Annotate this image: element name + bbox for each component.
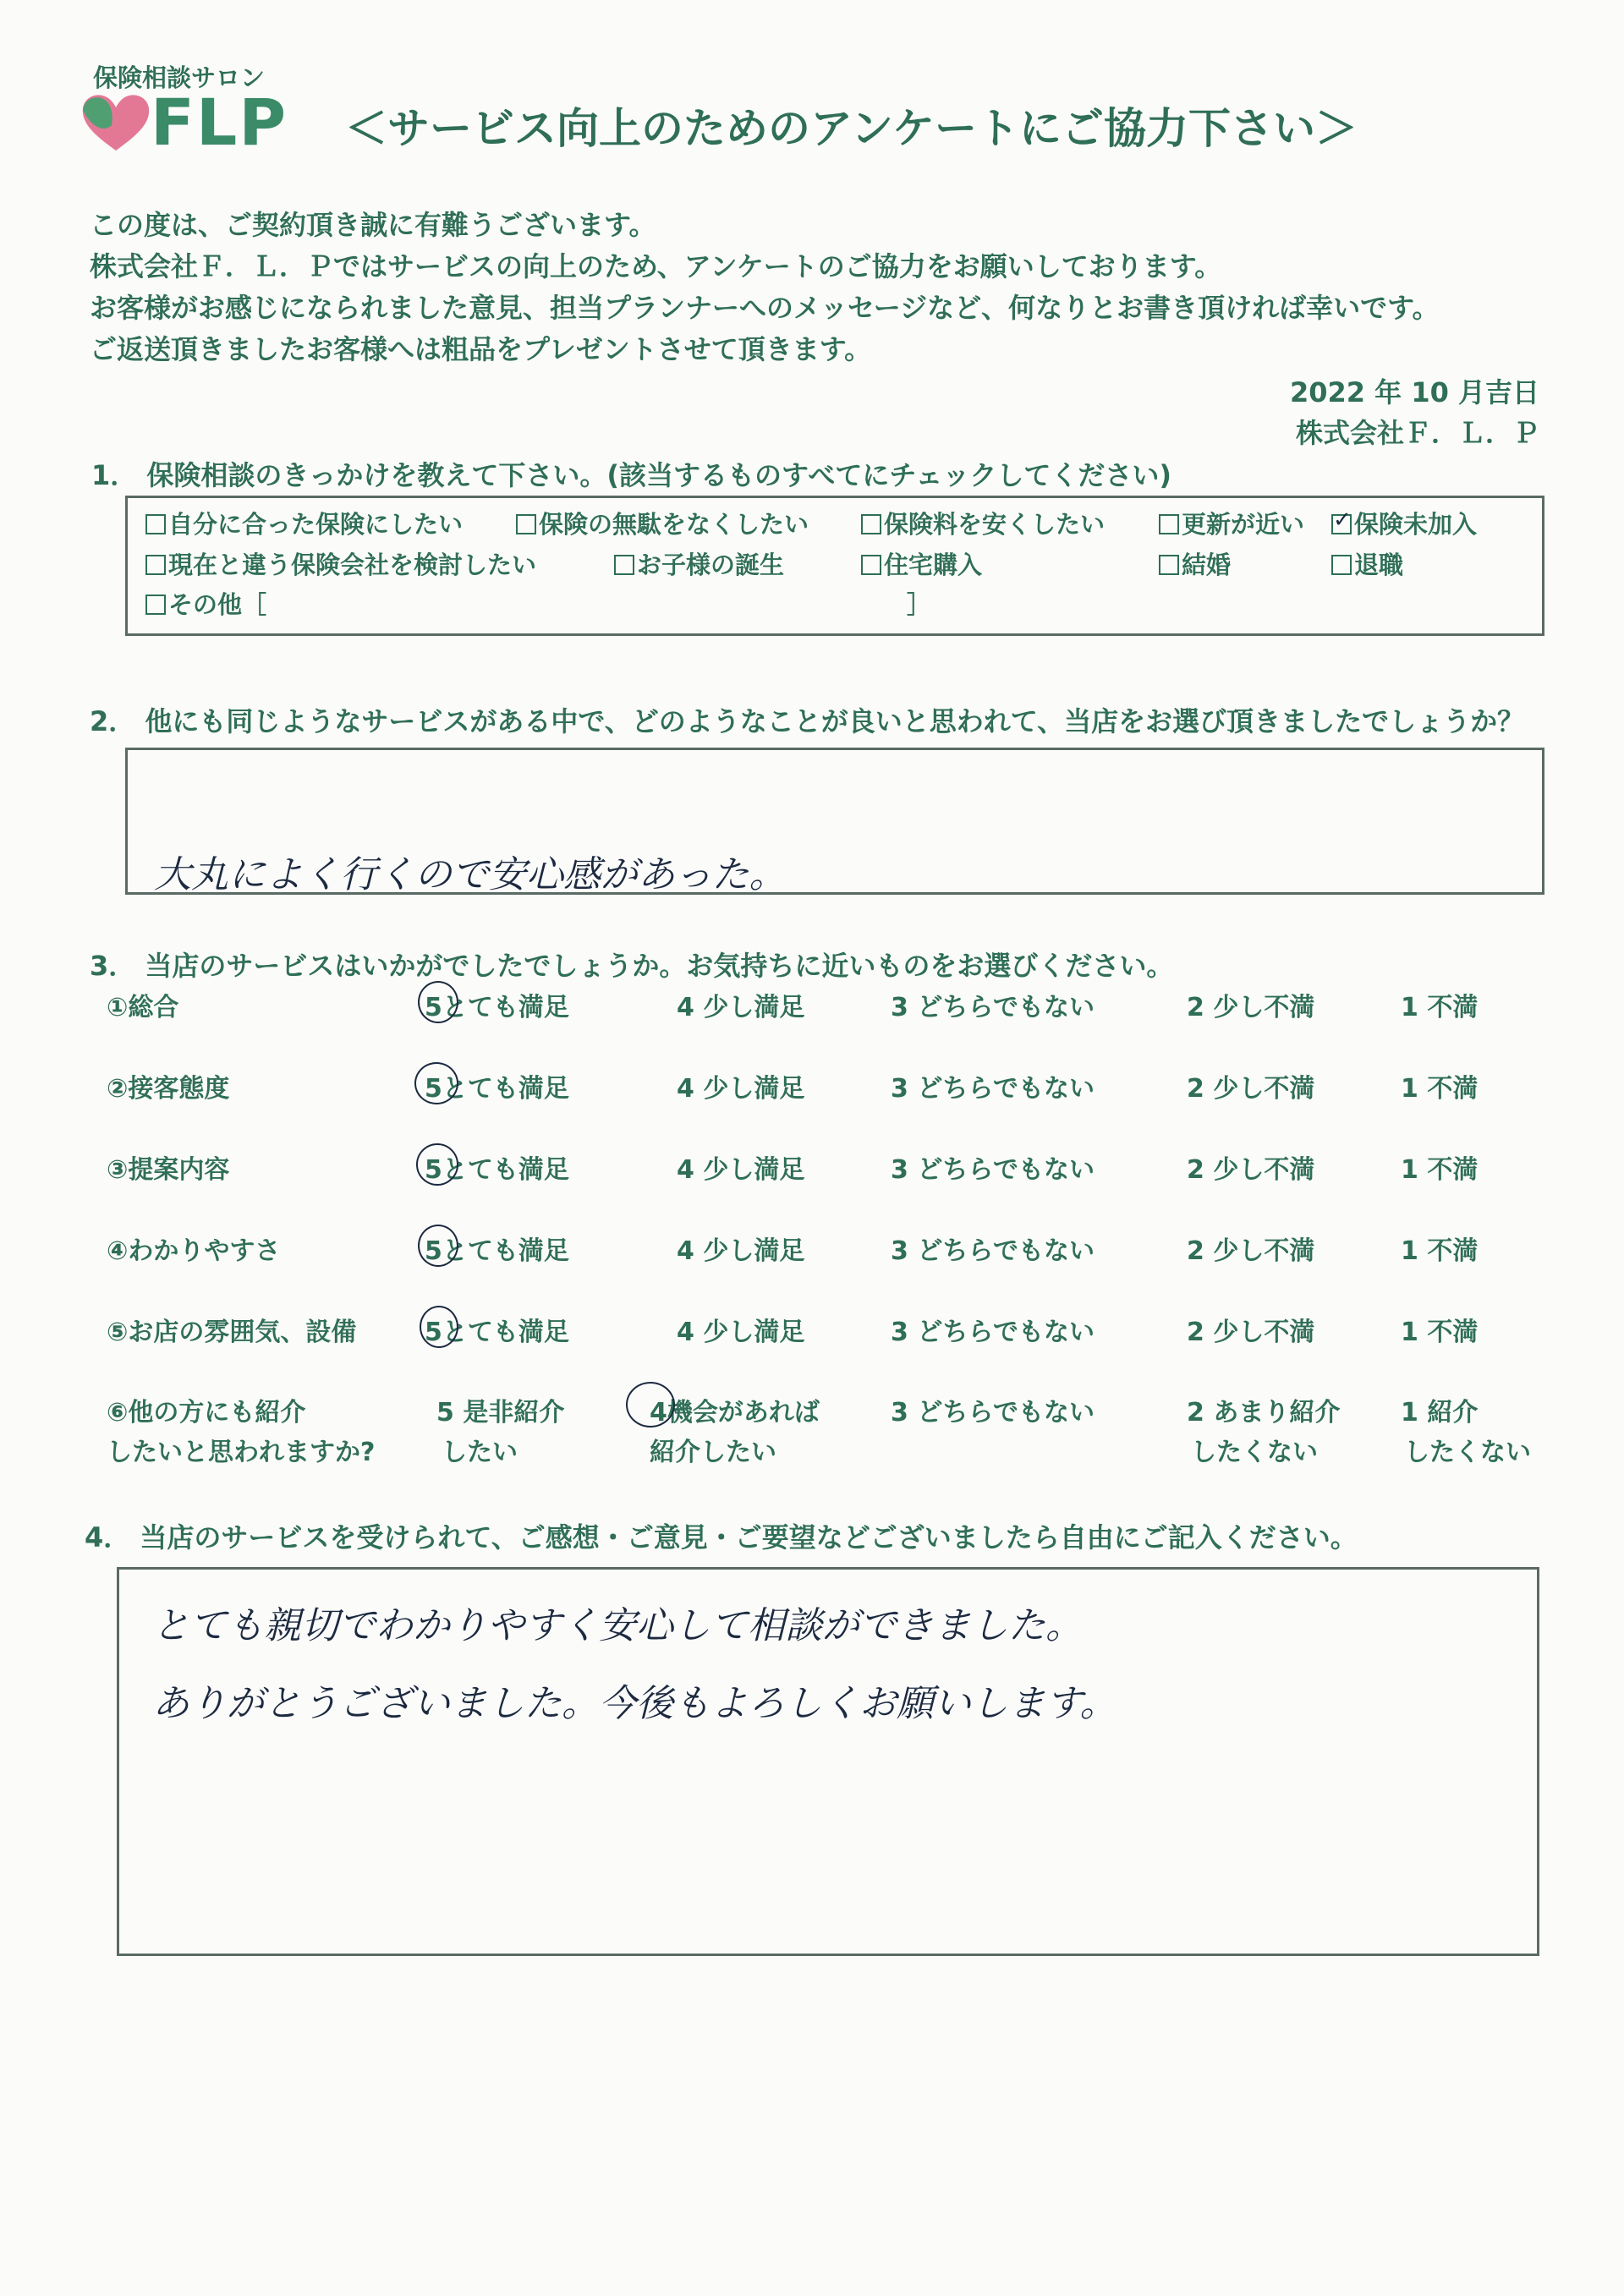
checkbox-icon[interactable] [1159, 514, 1179, 534]
rating-1[interactable]: 1 不満 [1401, 1074, 1479, 1104]
rating-1[interactable]: 1 不満 [1401, 993, 1479, 1022]
checkbox-icon[interactable] [145, 555, 166, 575]
q3-item: ⑥他の方にも紹介 [107, 1398, 306, 1427]
rating-5[interactable]: 5とても満足 [425, 1155, 569, 1185]
intro-line: ご返送頂きましたお客様へは粗品をプレゼントさせて頂きます。 [90, 333, 872, 365]
issue-date: 2022 年 10 月吉日 [1289, 376, 1539, 408]
q4-answer-line: ありがとうございました。今後もよろしくお願いします。 [152, 1682, 1117, 1725]
rating-1-line2: したくない [1404, 1438, 1531, 1467]
heart-logo-icon [78, 91, 154, 152]
checkbox-icon[interactable] [861, 555, 881, 575]
selected-circle-mark [418, 981, 458, 1023]
rating-5[interactable]: 5 是非紹介 [436, 1398, 565, 1427]
rating-4[interactable]: 4 少し満足 [677, 1318, 805, 1347]
rating-5[interactable]: 5とても満足 [425, 1236, 569, 1266]
rating-5[interactable]: 5とても満足 [425, 1318, 569, 1347]
rating-3[interactable]: 3 どちらでもない [891, 993, 1095, 1022]
rating-3[interactable]: 3 どちらでもない [891, 1398, 1095, 1427]
selected-circle-mark [420, 1306, 458, 1348]
q1-option[interactable]: 現在と違う保険会社を検討したい [145, 546, 536, 581]
rating-4-line2: 紹介したい [650, 1438, 776, 1467]
rating-1[interactable]: 1 不満 [1401, 1236, 1479, 1266]
rating-1[interactable]: 1 不満 [1401, 1318, 1479, 1347]
q3-item: ⑤お店の雰囲気、設備 [107, 1318, 357, 1347]
q2-question: 2． 他にも同じようなサービスがある中で、どのようなことが良いと思われて、当店をお選び頂きましたでしょうか？ [90, 705, 1525, 737]
rating-3[interactable]: 3 どちらでもない [891, 1155, 1095, 1185]
rating-4[interactable]: 4機会があれば [650, 1398, 820, 1427]
q3-question: 3． 当店のサービスはいかがでしたでしょうか。お気持ちに近いものをお選びください。 [90, 950, 1174, 982]
rating-1[interactable]: 1 不満 [1401, 1155, 1479, 1185]
rating-2[interactable]: 2 あまり紹介 [1187, 1398, 1341, 1427]
checkbox-icon[interactable] [1159, 555, 1179, 575]
q1-option[interactable]: お子様の誕生 [614, 546, 784, 581]
rating-1[interactable]: 1 紹介 [1401, 1398, 1479, 1427]
q1-option[interactable]: ✓ 保険未加入 [1331, 506, 1477, 540]
q1-option-other[interactable]: その他［ [145, 586, 266, 621]
selected-circle-mark [418, 1225, 458, 1267]
checked-checkbox-icon[interactable] [1331, 514, 1352, 534]
rating-3[interactable]: 3 どちらでもない [891, 1318, 1095, 1347]
q1-option[interactable]: 結婚 [1159, 546, 1231, 581]
intro-line: 株式会社Ｆ．Ｌ．Ｐではサービスの向上のため、アンケートのご協力をお願いしております。 [90, 250, 1222, 282]
page-title: ＜サービス向上のためのアンケートにご協力下さい＞ [345, 104, 1358, 153]
q1-option[interactable]: 自分に合った保険にしたい [145, 506, 463, 540]
checkbox-icon[interactable] [1331, 555, 1352, 575]
logo-name: FLP [151, 85, 288, 160]
selected-circle-mark [416, 1143, 458, 1186]
checkbox-icon[interactable] [614, 555, 634, 575]
rating-3[interactable]: 3 どちらでもない [891, 1236, 1095, 1266]
rating-2[interactable]: 2 少し不満 [1187, 993, 1315, 1022]
q4-answer-line: とても親切でわかりやすく安心して相談ができました。 [152, 1604, 1083, 1647]
rating-2[interactable]: 2 少し不満 [1187, 1236, 1315, 1266]
q3-item: ③提案内容 [107, 1155, 230, 1185]
checkbox-icon[interactable] [516, 514, 536, 534]
q1-option[interactable]: 退職 [1331, 546, 1403, 581]
intro-line: お客様がお感じになられました意見、担当プランナーへのメッセージなど、何なりとお書き頂ければ幸いです。 [90, 292, 1440, 324]
q3-item: ①総合 [107, 993, 179, 1022]
checkbox-icon[interactable] [145, 514, 166, 534]
selected-circle-mark [414, 1062, 458, 1104]
q1-option[interactable]: 保険の無駄をなくしたい [516, 506, 809, 540]
rating-4[interactable]: 4 少し満足 [677, 993, 805, 1022]
q2-answer: 大丸によく行くので安心感があった。 [154, 853, 787, 896]
q3-item: ④わかりやすさ [107, 1236, 281, 1266]
q3-item: したいと思われますか? [107, 1438, 376, 1467]
rating-2[interactable]: 2 少し不満 [1187, 1155, 1315, 1185]
logo-tagline: 保険相談サロン [93, 63, 266, 92]
selected-circle-mark [626, 1382, 675, 1427]
intro-text [90, 205, 1440, 370]
q1-option[interactable]: 保険料を安くしたい [861, 506, 1105, 540]
rating-5-line2: したい [442, 1438, 518, 1467]
q1-question: 1． 保険相談のきっかけを教えて下さい。(該当するものすべてにチェックしてください) [91, 459, 1172, 491]
checkbox-icon[interactable] [145, 595, 166, 615]
company-name: 株式会社Ｆ．Ｌ．Ｐ [1295, 417, 1539, 449]
q4-question: 4． 当店のサービスを受けられて、ご感想・ご意見・ご要望などございましたら自由にご記入ください。 [85, 1521, 1358, 1553]
q1-option[interactable]: 住宅購入 [861, 546, 982, 581]
rating-5[interactable]: 5とても満足 [425, 1074, 569, 1104]
intro-line: この度は、ご契約頂き誠に有難うございます。 [90, 209, 656, 241]
rating-2-line2: したくない [1191, 1438, 1318, 1467]
rating-2[interactable]: 2 少し不満 [1187, 1318, 1315, 1347]
rating-4[interactable]: 4 少し満足 [677, 1074, 805, 1104]
checkbox-icon[interactable] [861, 514, 881, 534]
rating-4[interactable]: 4 少し満足 [677, 1155, 805, 1185]
q1-option[interactable]: 更新が近い [1159, 506, 1304, 540]
rating-2[interactable]: 2 少し不満 [1187, 1074, 1315, 1104]
rating-5[interactable]: 5とても満足 [425, 993, 569, 1022]
date-block [1290, 372, 1539, 453]
rating-3[interactable]: 3 どちらでもない [891, 1074, 1095, 1104]
rating-4[interactable]: 4 少し満足 [677, 1236, 805, 1266]
q1-other-bracket-close: ］ [907, 590, 932, 619]
q3-item: ②接客態度 [107, 1074, 230, 1104]
